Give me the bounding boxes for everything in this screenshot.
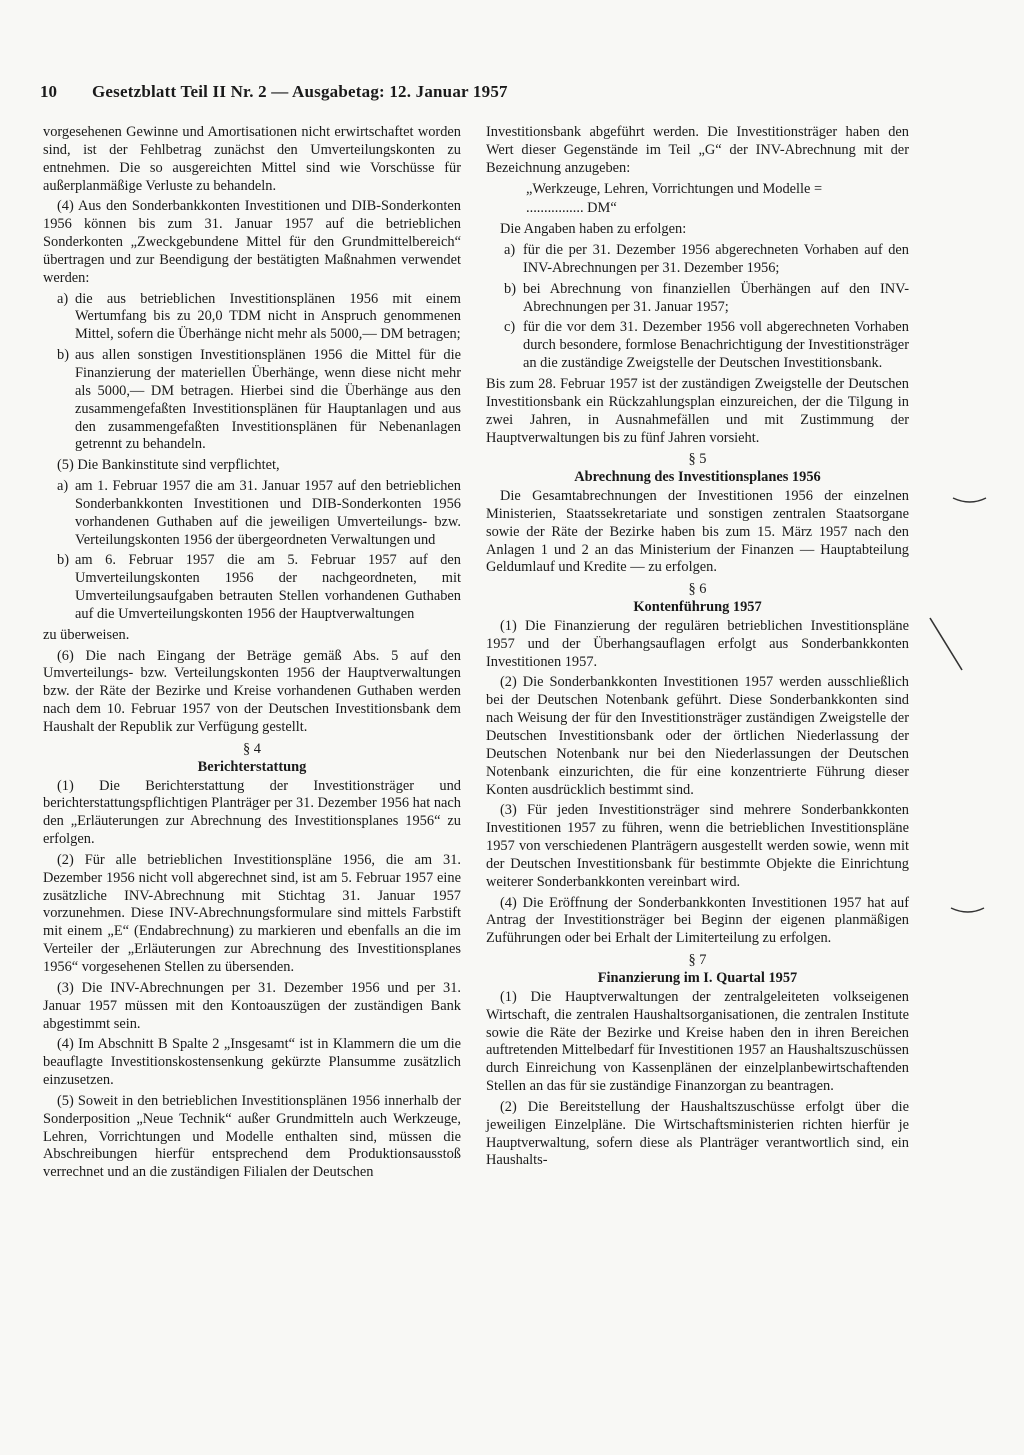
paragraph: (3) Für jeden Investitionsträger sind mehrere Sonderbankkonten Investitionen 1957 zu führen, wenn die betrieblichen Investitionspläne 1957 von verschiedenen Planträgern ausgestellt werden sowie, wenn mit der Deutschen Investitionsbank für bestimmte Objekte die Einrichtung weiterer Sonderbankkonten vereinbart wird. [486,802,909,890]
list-text: aus allen sonstigen Investitionsplänen 1956 die Mittel für die Finanzierung der materiellen Überhänge, wenn diese nicht mehr als 5000,— DM betragen. Hierbei sind die Überhänge aus den zusammengefaßten Investitionsplänen für Hauptanlagen und aus den zusammengefaßten Investitionsplänen für Nebenanlagen getrennt zu behandeln. [75,347,461,453]
list-label: a) [504,242,516,259]
running-title: Gesetzblatt Teil II Nr. 2 — Ausgabetag: 12. Januar 1957 [92,82,508,101]
paragraph: (2) Die Bereitstellung der Haushaltszuschüsse erfolgt über die jeweiligen Einzelpläne. Die Wirtschaftsministerien richten hierfür je Hauptverwaltung, sofern diese als Planträger verantwortlich sind, ein Haushalts- [486,1098,909,1169]
list-text: am 1. Februar 1957 die am 31. Januar 1957 auf den betrieblichen Sonderbankkonten Investitionen und DIB-Sonderkonten 1956 vorhandenen Guthaben auf die jeweiligen Umverteilungs- bzw. Verteilungskonten 1956 der übergeordneten Verwaltungen und [75,478,461,548]
page-number: 10 [40,82,57,101]
paragraph: zu überweisen. [43,626,130,643]
paragraph: (4) Die Eröffnung der Sonderbankkonten Investitionen 1957 hat auf Antrag der Investitionsträger bei Beginn der eigenen planmäßigen Zuführungen oder bei Erhalt der Limiterteilung zu erfolgen. [486,894,909,947]
section-heading: Kontenführung 1957 [633,599,762,616]
list-label: a) [57,290,69,307]
formula-line: ................ DM“ [526,200,617,217]
paragraph: (1) Die Finanzierung der regulären betrieblichen Investitionspläne 1957 und der Überhangsauflagen erfolgt aus Sonderbankkonten Investitionen 1957. [486,617,909,670]
formula-line: „Werkzeuge, Lehren, Vorrichtungen und Modelle = [526,180,823,197]
paragraph: (6) Die nach Eingang der Beträge gemäß Abs. 5 auf den Umverteilungs- bzw. Verteilungskonten 1956 der Hauptverwaltungen bzw. der Räte der Bezirke und Kreise vorhandenen Guthaben werden nach dem 10. Februar 1957 von der Deutschen Investitionsbank dem Haushalt der Republik zur Verfügung gestellt. [43,647,461,735]
list-text: am 6. Februar 1957 die am 5. Februar 1957 auf den Umverteilungskonten 1956 der nachgeordneten, mit Umverteilungsaufgaben betrauten Stellen vorhandenen Guthaben auf die Umverteilungskonten 1956 der Hauptverwaltungen [75,552,461,622]
right-column [486,124,909,1173]
list-item [486,242,909,278]
list-label: b) [57,552,69,569]
paragraph: (2) Für alle betrieblichen Investitionspläne 1956, die am 31. Dezember 1956 nicht voll abgerechnet sind, ist am 5. Februar 1957 eine zusätzliche INV-Abrechnung mit Stichtag 31. Januar 1957 vorzunehmen. Diese INV-Abrechnungsformulare sind mittels Farbstift mit einem „E“ (Endabrechnung) zu markieren und ebenfalls an die im Verteiler der „Erläuterungen zur Abrechnung des Investitionsplanes 1956“ vorgesehenen Stellen zu übersenden. [43,851,461,975]
paragraph: (3) Die INV-Abrechnungen per 31. Dezember 1956 und per 31. Januar 1957 müssen mit den Kontoauszügen der zuständigen Bank abgestimmt sein. [43,979,461,1032]
paragraph: Bis zum 28. Februar 1957 ist der zuständigen Zweigstelle der Deutschen Investitionsbank ein Rückzahlungsplan einzureichen, der die Tilgung in zwei Jahren, in Ausnahmefällen und mit Zustimmung der Hauptverwaltungen bis zu fünf Jahren vorsieht. [486,375,909,446]
section-heading: Berichterstattung [197,758,307,775]
list-text: für die per 31. Dezember 1956 abgerechneten Vorhaben auf den INV-Abrechnungen per 31. Dezember 1956; [523,242,909,276]
margin-pen-mark [950,490,990,510]
list-text: bei Abrechnung von finanziellen Überhängen auf den INV-Abrechnungen per 31. Januar 1957; [523,280,909,315]
section-number: § 6 [688,581,707,598]
section-number: § 5 [688,451,707,468]
paragraph: vorgesehenen Gewinne und Amortisationen nicht erwirtschaftet worden sind, ist der Fehlbetrag zunächst den Umverteilungskonten zu entnehmen. Die so ausgereichten Mittel sind wie Vorschüsse für außerplanmäßige Verluste zu behandeln. [43,124,461,194]
list-item [43,478,461,549]
section-number: § 4 [243,740,261,757]
section-heading: Finanzierung im I. Quartal 1957 [597,969,798,986]
list-label: c) [504,319,516,336]
paragraph: (5) Soweit in den betrieblichen Investitionsplänen 1956 innerhalb der Sonderposition „Neue Technik“ außer Grundmitteln auch Werkzeuge, Lehren, Vorrichtungen und Modelle enthalten sind, müssen die Abschreibungen hierfür entsprechend dem Produktionsausstoß verrechnet und an die zuständigen Filialen der Deutschen [43,1092,461,1181]
paragraph: (4) Aus den Sonderbankkonten Investitionen und DIB-Sonderkonten 1956 können bis zum 31. Januar 1957 auf die betrieblichen Sonderkonten „Zweckgebundene Mittel für den Grundmittelbereich“ übertragen und zur Beendigung der bestätigten Maßnahmen verwendet werden: [43,198,461,286]
left-column [43,124,461,1185]
list-label: b) [504,280,516,297]
list-item [486,319,909,373]
list-text: die aus betrieblichen Investitionsplänen 1956 mit einem Wertumfang bis zu 20,0 TDM nicht in Anspruch genommenen Mittel, sofern die Überhänge nicht mehr als 5000,— DM betragen; [75,290,461,343]
paragraph: (2) Die Sonderbankkonten Investitionen 1957 werden ausschließlich bei der Deutschen Notenbank geführt. Diese Sonderbankkonten sind nach Weisung der für den Investitionsträger zuständigen Zweigstelle der Deutschen Investitionsbank oder der örtlichen Niederlassung der Deutschen Notenbank nur bei den Niederlassungen der Deutschen Notenbank einzurichten, die für eine konzentrierte Führung dieser Konten ausdrücklich bestimmt sind. [486,674,909,798]
paragraph: (1) Die Hauptverwaltungen der zentralgeleiteten volkseigenen Wirtschaft, die zentralen Haushaltsorganisationen, die zentralen Institute sowie die Räte der Bezirke und Kreise haben den in ihren Bereichen auftretenden Mittelbedarf für Investitionen 1957 an Haushaltszuschüssen durch Einreichung von Kassenplänen der einzelplanbewirtschaftenden Stellen an das für sie zuständige Finanzorgan zu beantragen. [486,988,909,1095]
list-item [43,552,461,623]
section-heading: Abrechnung des Investitionsplanes 1956 [574,469,821,486]
list-text: für die vor dem 31. Dezember 1956 voll abgerechneten Vorhaben durch besondere, formlose Benachrichtigung der Investitionsträger an die zuständige Zweigstelle der Deutschen Investitionsbank. [523,319,909,372]
paragraph: Die Gesamtabrechnungen der Investitionen 1956 der einzelnen Ministerien, Staatssekretariate und sonstigen zentralen Staatsorgane sowie der Räte der Bezirke haben bis zum 15. März 1957 nach den Anlagen 1 und 2 an das Ministerium der Finanzen — Hauptabteilung Geldumlauf und Kredite — zu erfolgen. [486,488,909,576]
list-item [43,347,461,454]
paragraph: (5) Die Bankinstitute sind verpflichtet, [57,457,280,474]
paragraph: (4) Im Abschnitt B Spalte 2 „Insgesamt“ ist in Klammern die um die beauflagte Investitionskostensenkung gekürzte Plansumme zusätzlich einzusetzen. [43,1036,461,1089]
list-label: b) [57,347,69,364]
margin-pen-mark [948,900,988,920]
paragraph: Die Angaben haben zu erfolgen: [500,221,687,238]
list-label: a) [57,478,69,495]
list-item [43,291,461,345]
list-item [486,281,909,317]
section-number: § 7 [688,952,707,969]
paragraph: Investitionsbank abgeführt werden. Die Investitionsträger haben den Wert dieser Gegenstände im Teil „G“ der INV-Abrechnung mit der Bezeichnung anzugeben: [486,124,909,176]
paragraph: (1) Die Berichterstattung der Investitionsträger und berichterstattungspflichtigen Planträger per 31. Dezember 1956 hat nach den „Erläuterungen zur Abrechnung des Investitionsplanes 1956“ zu erfolgen. [43,777,461,848]
page-header [40,80,715,104]
margin-pen-mark [922,610,972,680]
